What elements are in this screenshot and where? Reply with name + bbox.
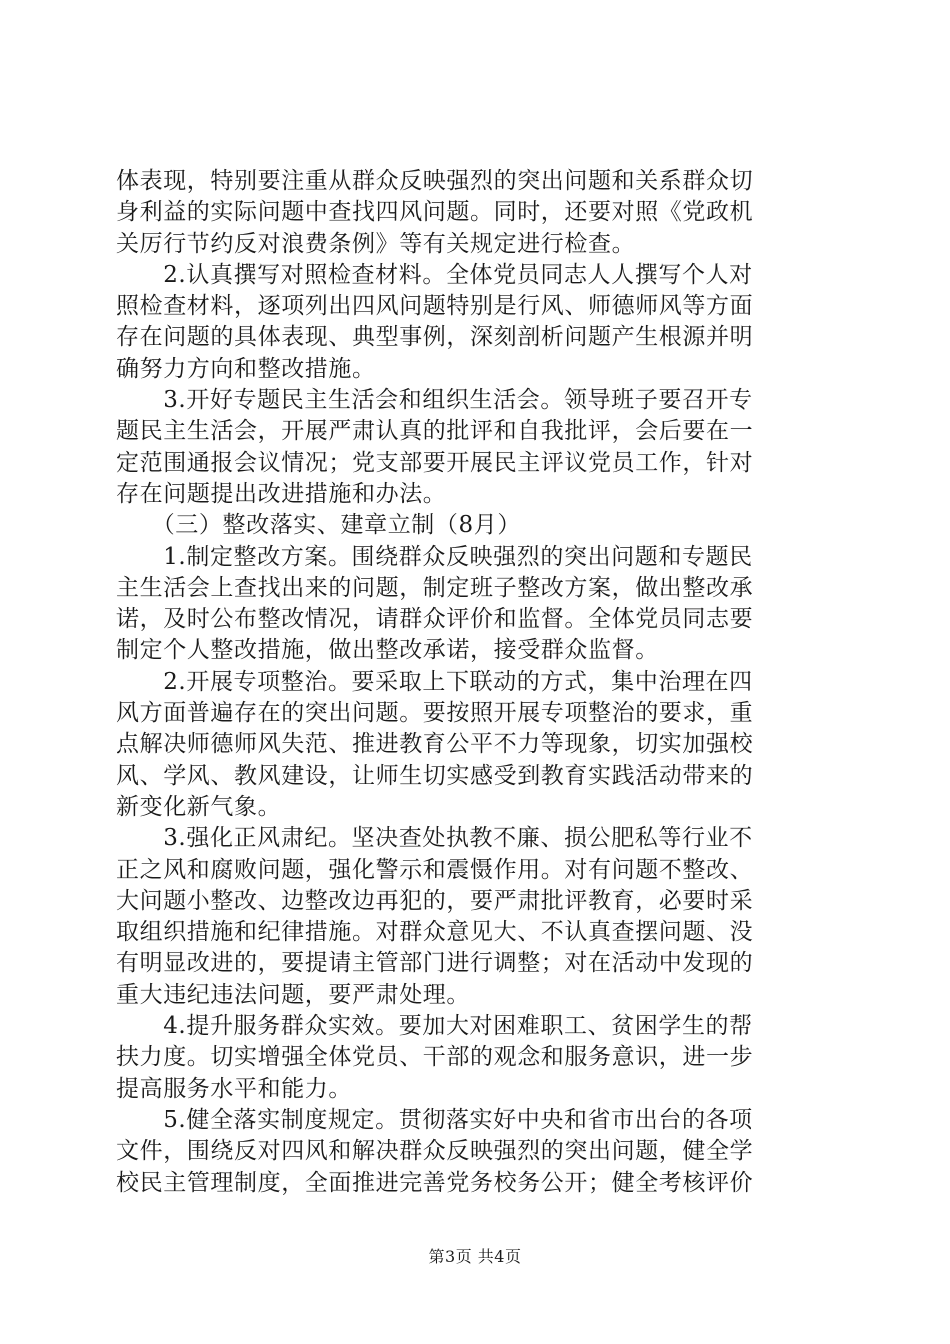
text-line: 题民主生活会，开展严肃认真的批评和自我批评，会后要在一 (116, 418, 754, 445)
text-line: 身利益的实际问题中查找四风问题。同时，还要对照《党政机 (116, 199, 754, 226)
text-line: 制定个人整改措施，做出整改承诺，接受群众监督。 (116, 637, 659, 664)
text-line: 风、学风、教风建设，让师生切实感受到教育实践活动带来的 (116, 762, 754, 789)
text-line: 扶力度。切实增强全体党员、干部的观念和服务意识，进一步 (116, 1044, 754, 1071)
section-heading: （三）整改落实、建章立制（8月） (116, 512, 521, 539)
text-line: 重大违纪违法问题，要严肃处理。 (116, 981, 470, 1008)
text-line: 正之风和腐败问题，强化警示和震慑作用。对有问题不整改、 (116, 856, 754, 883)
text-line: 主生活会上查找出来的问题，制定班子整改方案，做出整改承 (116, 574, 754, 601)
text-line: 4.提升服务群众实效。要加大对困难职工、贫困学生的帮 (116, 1013, 753, 1040)
text-line: 关厉行节约反对浪费条例》等有关规定进行检查。 (116, 230, 636, 257)
text-line: 校民主管理制度，全面推进完善党务校务公开；健全考核评价 (116, 1169, 754, 1196)
text-line: 风方面普遍存在的突出问题。要按照开展专项整治的要求，重 (116, 700, 754, 727)
text-line: 确努力方向和整改措施。 (116, 355, 376, 382)
text-line: 3.强化正风肃纪。坚决查处执教不廉、损公肥私等行业不 (116, 825, 753, 852)
text-line: 3.开好专题民主生活会和组织生活会。领导班子要召开专 (116, 387, 753, 414)
text-line: 提高服务水平和能力。 (116, 1075, 352, 1102)
text-line: 有明显改进的，要提请主管部门进行调整；对在活动中发现的 (116, 950, 754, 977)
text-line: 存在问题的具体表现、典型事例，深刻剖析问题产生根源并明 (116, 324, 754, 351)
text-line: 文件，围绕反对四风和解决群众反映强烈的突出问题，健全学 (116, 1138, 754, 1165)
text-line: 1.制定整改方案。围绕群众反映强烈的突出问题和专题民 (116, 543, 753, 570)
text-line: 新变化新气象。 (116, 793, 282, 820)
page-number-footer: 第3页 共4页 (428, 1247, 522, 1266)
text-line: 取组织措施和纪律措施。对群众意见大、不认真查摆问题、没 (116, 919, 754, 946)
text-line: 5.健全落实制度规定。贯彻落实好中央和省市出台的各项 (116, 1106, 753, 1133)
text-line: 大问题小整改、边整改边再犯的，要严肃批评教育，必要时采 (116, 887, 754, 914)
text-line: 点解决师德师风失范、推进教育公平不力等现象，切实加强校 (116, 731, 754, 758)
text-line: 2.开展专项整治。要采取上下联动的方式，集中治理在四 (116, 668, 753, 695)
text-line: 定范围通报会议情况；党支部要开展民主评议党员工作，针对 (116, 449, 754, 476)
text-line: 存在问题提出改进措施和办法。 (116, 480, 447, 507)
document-body (116, 166, 832, 1199)
text-line: 体表现，特别要注重从群众反映强烈的突出问题和关系群众切 (116, 168, 754, 194)
text-line: 诺，及时公布整改情况，请群众评价和监督。全体党员同志要 (116, 606, 754, 633)
text-line: 2.认真撰写对照检查材料。全体党员同志人人撰写个人对 (116, 261, 753, 288)
text-line: 照检查材料，逐项列出四风问题特别是行风、师德师风等方面 (116, 293, 754, 320)
